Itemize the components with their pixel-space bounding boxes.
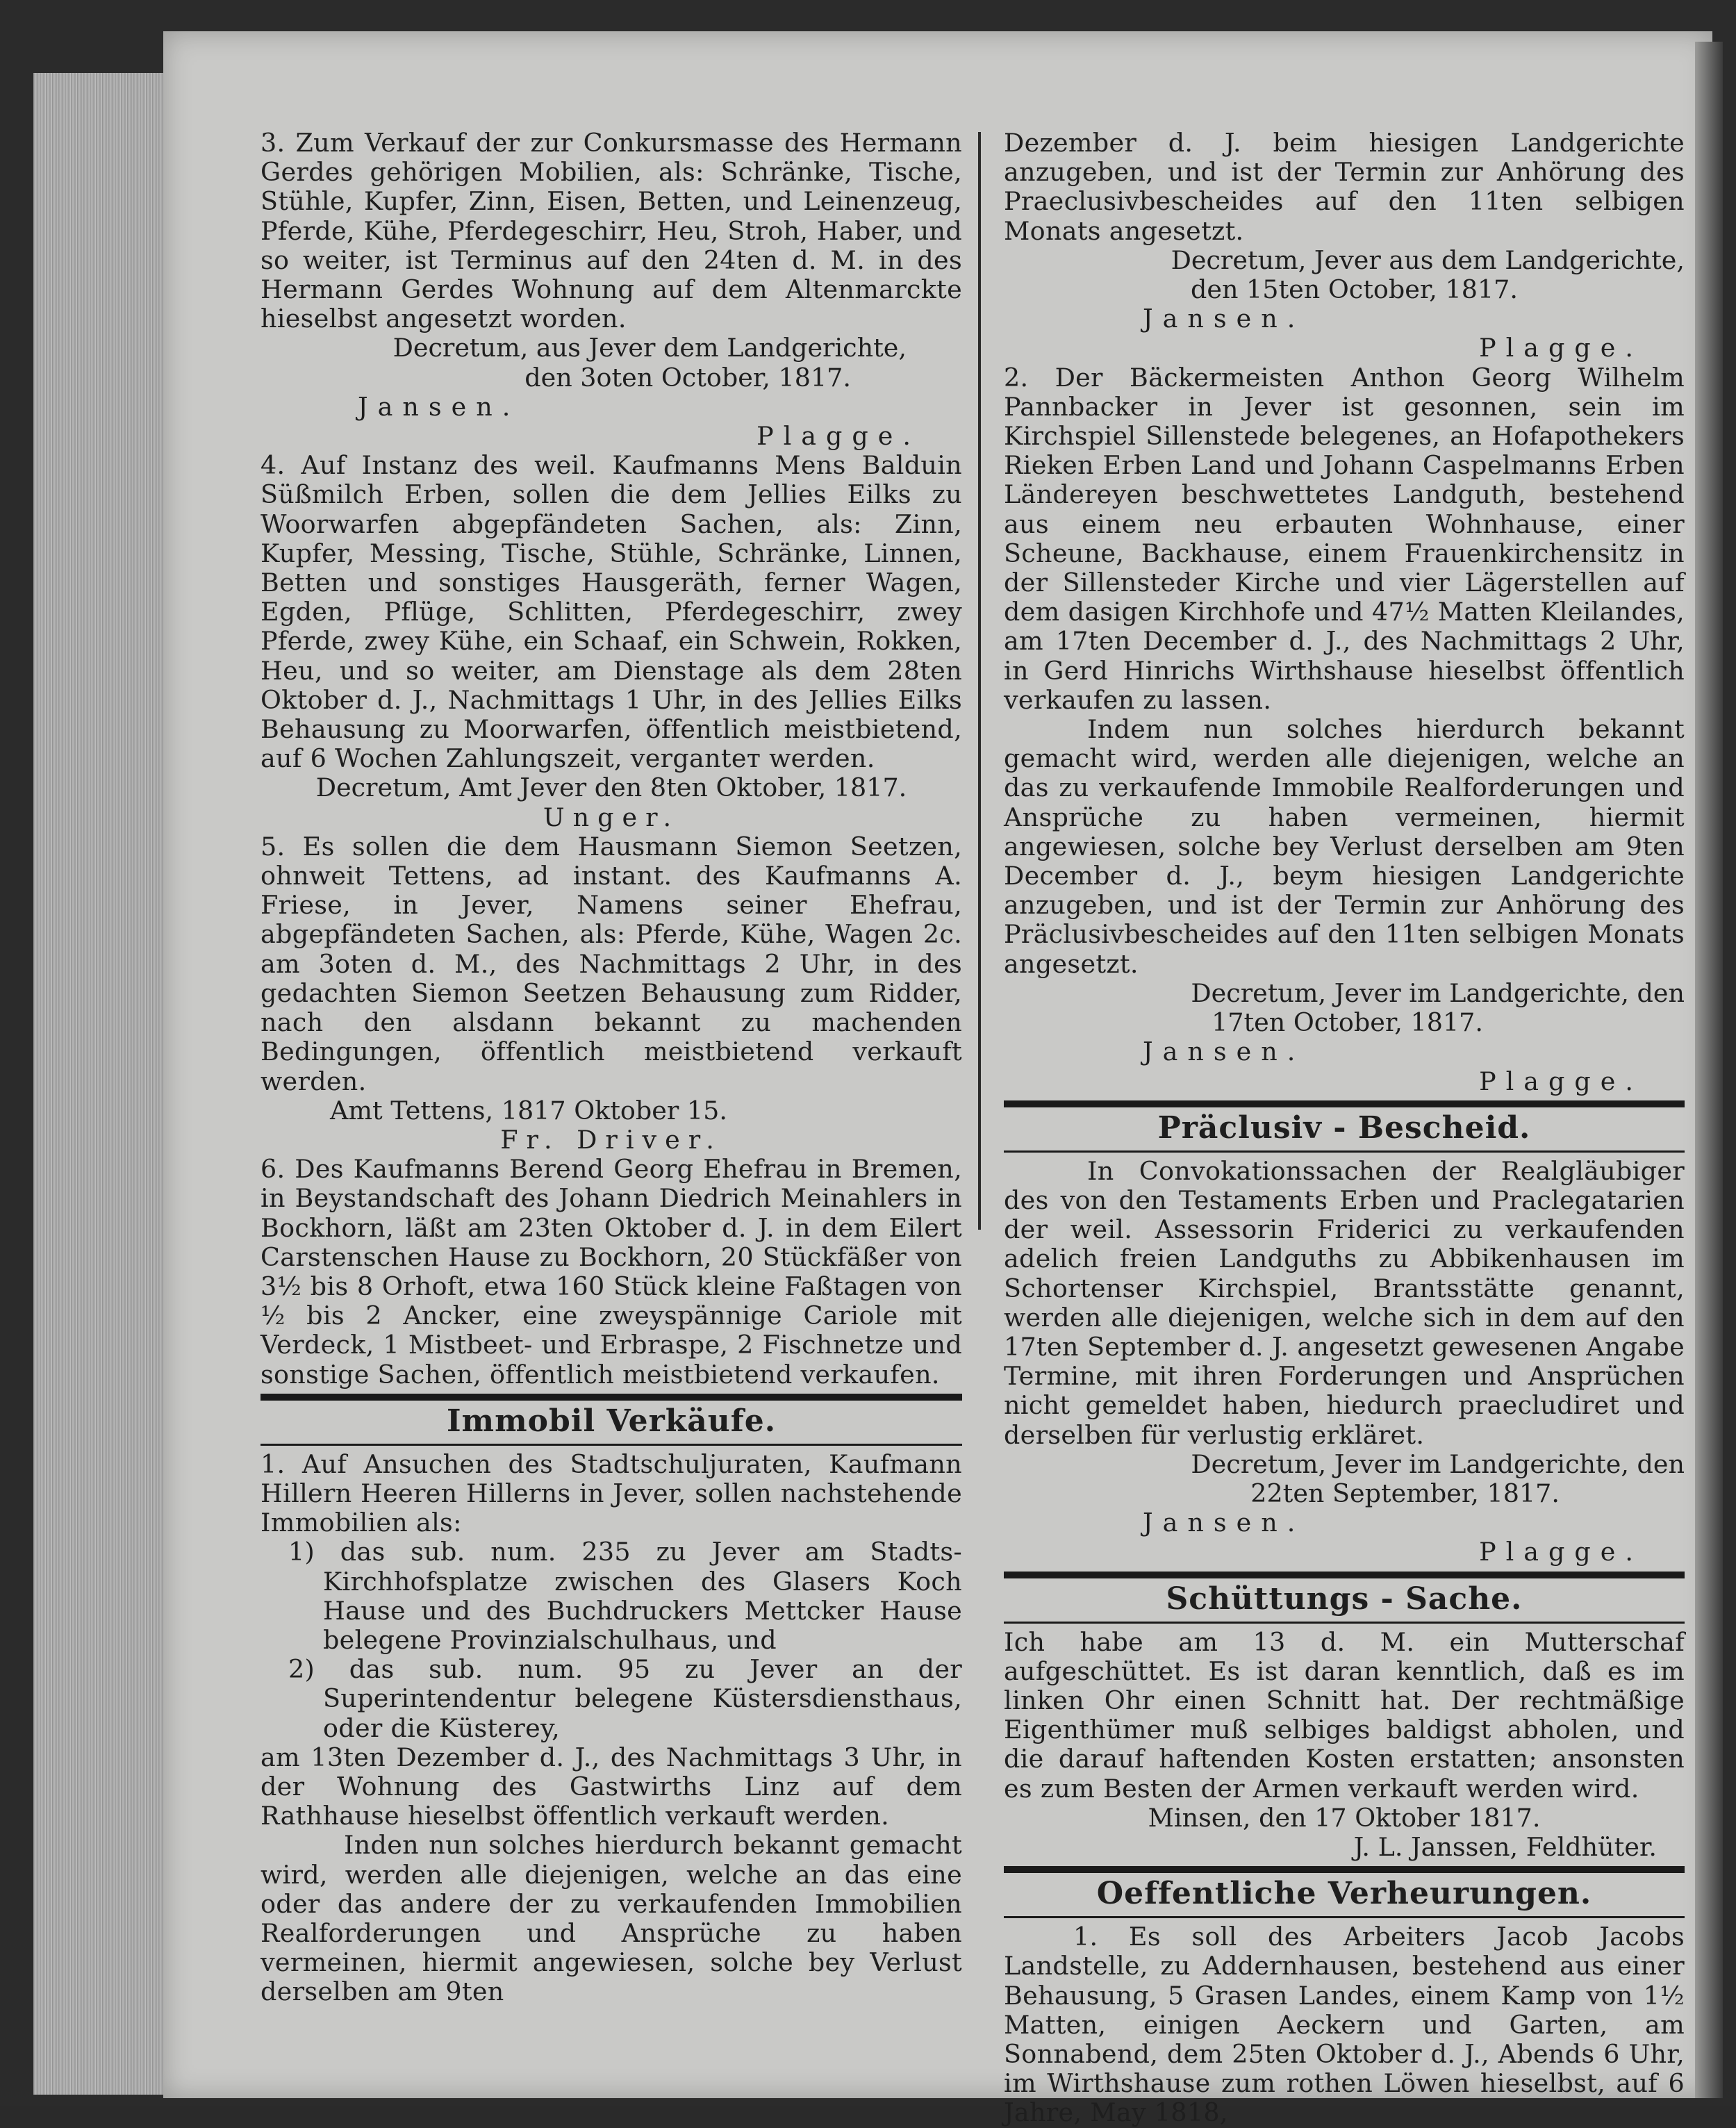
notice-2-signature-2: Plagge. bbox=[1479, 1066, 1643, 1096]
continuation-text: Dezember d. J. beim hiesigen Landgerichte anzugeben, und ist der Termin zur Anhörung des Praeclusivbescheides auf den 11ten selbigen Monats angesetzt. bbox=[1004, 128, 1685, 246]
immobil-intro: 1. Auf Ansuchen des Stadtschuljuraten, Kaufmann Hillern Heeren Hillerns in Jever, sollen nachstehende Immobilien als: bbox=[261, 1449, 962, 1538]
praeclusiv-signature-2: Plagge. bbox=[1479, 1537, 1643, 1567]
notice-6-text: 6. Des Kaufmanns Berend Georg Ehefrau in Bremen, in Beystandschaft des Johann Diedrich Meinahlers in Bockhorn, läßt am 23ten Oktober d. J. in dem Eilert Carstenschen Hause zu Bockhorn, 20 Stückfäßer von 3½ bis 8 Orhoft, etwa 160 Stück kleine Faßtagen von ½ bis 2 Ancker, eine zweyspännige Cariole mit Verdeck, 1 Mistbeet- und Erbraspe, 2 Fischnetze und sonstige Sachen, öffentlich meistbietend verkaufen. bbox=[261, 1154, 962, 1389]
immobil-item-2: 2) das sub. num. 95 zu Jever an der Superintendentur belegene Küstersdiensthaus, oder die Küsterey, bbox=[288, 1654, 962, 1743]
notice-2-para-2: Indem nun solches hierdurch bekannt gemacht wird, werden alle diejenigen, welche an das zu verkaufende Immobile Realforderungen und Ansprüche zu haben vermeinen, hiermit angewiesen, solche bey Verlust derselben am 9ten December d. J., beym hiesigen Landgerichte anzugeben, und ist der Termin zur Anhörung des Präclusivbescheides auf den 11ten selbigen Monats angesetzt. bbox=[1004, 714, 1685, 979]
notice-3-signature-2: Plagge. bbox=[757, 421, 920, 452]
notice-4-decree: Decretum, Amt Jever den 8ten Oktober, 1817. bbox=[315, 773, 907, 803]
binding-gutter bbox=[1695, 42, 1723, 2098]
heading-rule bbox=[1004, 1150, 1685, 1153]
notice-5-decree: Amt Tettens, 1817 Oktober 15. bbox=[330, 1095, 727, 1125]
notice-2-signature-1: Jansen. bbox=[1143, 1037, 1305, 1067]
section-rule bbox=[1004, 1572, 1685, 1578]
book-page-edges bbox=[33, 73, 174, 2095]
notice-3-text: 3. Zum Verkauf der zur Conkursmasse des Hermann Gerdes gehörigen Mobilien, als: Schränke, Tische, Stühle, Kupfer, Zinn, Eisen, Betten, und Leinenzeug, Pferde, Kühe, Pferdegeschirr, Heu, Stroh, Haber, und so weiter, ist Terminus auf den 24ten d. M. in des Hermann Gerdes Wohnung auf dem Altenmarckte hieselbst angesetzt worden. bbox=[261, 128, 962, 334]
notice-2-text: 2. Der Bäckermeisten Anthon Georg Wilhelm Pannbacker in Jever ist gesonnen, sein im Kirchspiel Sillenstede belegenes, an Hofapothekers Rieken Erben Land und Johann Caspelmanns Erben Ländereyen beschwettetes Landguth, bestehend aus einem neu erbauten Wohnhause, einer Scheune, Backhause, einem Frauenkirchensitz in der Sillensteder Kirche und vier Lägerstellen auf dem dasigen Kirchhofe und 47½ Matten Kleilandes, am 17ten December d. J., des Nachmittags 2 Uhr, in Gerd Hinrichs Wirthshause hieselbst öffentlich verkaufen zu lassen. bbox=[1004, 362, 1685, 715]
notice-4-signature: Unger. bbox=[543, 802, 680, 832]
section-rule bbox=[1004, 1866, 1685, 1873]
section-rule bbox=[1004, 1100, 1685, 1107]
verheurungen-text: 1. Es soll des Arbeiters Jacob Jacobs Landstelle, zu Addernhausen, bestehend aus einer Behausung, 5 Grasen Landes, einem Kamp von 1½ Matten, einigen Aeckern und Garten, am Sonnabend, dem 25ten Oktober d. J., Abends 6 Uhr, im Wirthshause zum rothen Löwen hieselbst, auf 6 Jahre, May 1818, bbox=[1004, 1922, 1685, 2128]
heading-rule bbox=[1004, 1622, 1685, 1624]
immobil-after: am 13ten Dezember d. J., des Nachmittags 3 Uhr, in der Wohnung des Gastwirths Linz auf dem Rathhause hieselbst öffentlich verkauft werden. bbox=[261, 1742, 962, 1831]
notice-3-decree-2: den 3oten October, 1817. bbox=[524, 362, 851, 393]
notice-3-decree-1: Decretum, aus Jever dem Landgerichte, bbox=[392, 333, 907, 363]
praeclusiv-decree-1: Decretum, Jever im Landgerichte, den bbox=[1191, 1449, 1685, 1479]
continuation-decree-1: Decretum, Jever aus dem Landgerichte, bbox=[1171, 245, 1685, 275]
notice-3-signature-1: Jansen. bbox=[358, 391, 520, 422]
notice-5-text: 5. Es sollen die dem Hausmann Siemon Seetzen, ohnweit Tettens, ad instant. des Kaufmanns A. Friese, in Jever, Namens seiner Ehefrau, abgepfändeten Sachen, als: Pferde, Kühe, Wagen 2c. am 3oten d. M., des Nachmittags 2 Uhr, in des gedachten Siemon Seetzen Behausung zum Ridder, nach den alsdann bekannt zu machenden Bedingungen, öffentlich meistbietend verkauft werden. bbox=[261, 831, 962, 1096]
immobil-item-1: 1) das sub. num. 235 zu Jever am Stadts-Kirchhofsplatze zwischen des Glasers Koch Hause und des Buchdruckers Mettcker Hause belegene Provinzialschulhaus, und bbox=[288, 1537, 962, 1655]
notice-2-decree-2: 17ten October, 1817. bbox=[1212, 1007, 1483, 1038]
praeclusiv-signature-1: Jansen. bbox=[1143, 1508, 1305, 1538]
continuation-signature-2: Plagge. bbox=[1479, 333, 1643, 363]
schuettung-text: Ich habe am 13 d. M. ein Mutterschaf aufgeschüttet. Es ist daran kenntlich, daß es im linken Ohr einen Schnitt hat. Der rechtmäßige Eigenthümer muß selbiges baldigst abholen, und die darauf haftenden Kosten erstatten; ansonsten es zum Besten der Armen verkauft werden wird. bbox=[1004, 1626, 1685, 1804]
praeclusiv-text: In Convokationssachen der Realgläubiger des von den Testaments Erben und Praclegatarien der weil. Assessorin Friderici zu verkaufenden adelich freien Landguths zu Abbikenhausen im Schortenser Kirchspiel, Brantsstätte genannt, werden alle diejenigen, welche sich in dem auf den 17ten September d. J. angesetzt gewesenen Angabe Termine, mit ihren Forderungen und Ansprüchen nicht gemeldet haben, hiedurch praecludiret und derselben für verlustig erkläret. bbox=[1004, 1155, 1685, 1450]
right-column bbox=[1004, 129, 1685, 2128]
praeclusiv-heading: Präclusiv - Bescheid. bbox=[1157, 1110, 1531, 1146]
notice-4-text: 4. Auf Instanz des weil. Kaufmanns Mens Balduin Süßmilch Erben, sollen die dem Jellies Eilks zu Woorwarfen abgepfändeten Sachen, als: Zinn, Kupfer, Messing, Tische, Stühle, Schränke, Linnen, Betten und sonstiges Hausgeräth, ferner Wagen, Egden, Pflüge, Schlitten, Pferdegeschirr, zwey Pferde, zwey Kühe, ein Schaaf, ein Schwein, Rokken, Heu, und so weiter, am Dienstage als dem 28ten Oktober d. J., Nachmittags 1 Uhr, in des Jellies Eilks Behausung zu Moorwarfen, öffentlich meistbietend, auf 6 Wochen Zahlungszeit, verganteт werden. bbox=[261, 450, 962, 774]
verheurungen-heading: Oeffentliche Verheurungen. bbox=[1096, 1876, 1592, 1912]
notice-5-signature: Fr. Driver. bbox=[500, 1124, 722, 1155]
continuation-signature-1: Jansen. bbox=[1143, 304, 1305, 334]
section-rule bbox=[261, 1394, 962, 1401]
schuettung-signature: J. L. Janssen, Feldhüter. bbox=[1353, 1831, 1657, 1862]
left-column bbox=[261, 129, 962, 2007]
heading-rule bbox=[1004, 1916, 1685, 1918]
immobil-para-2: Inden nun solches hierdurch bekannt gemacht wird, werden alle diejenigen, welche an das eine oder das andere der zu verkaufenden Immobilien Realforderungen und Ansprüche zu haben vermeinen, hiermit angewiesen, solche bey Verlust derselben am 9ten bbox=[261, 1830, 962, 2007]
notice-2-decree-1: Decretum, Jever im Landgerichte, den bbox=[1191, 978, 1685, 1008]
schuettung-place: Minsen, den 17 Oktober 1817. bbox=[1148, 1802, 1541, 1833]
heading-rule bbox=[261, 1444, 962, 1446]
immobil-heading: Immobil Verkäufe. bbox=[446, 1403, 777, 1439]
continuation-decree-2: den 15ten October, 1817. bbox=[1190, 274, 1518, 305]
column-divider bbox=[978, 132, 981, 1230]
praeclusiv-decree-2: 22ten September, 1817. bbox=[1250, 1478, 1560, 1508]
schuettung-heading: Schüttungs - Sache. bbox=[1166, 1581, 1523, 1617]
